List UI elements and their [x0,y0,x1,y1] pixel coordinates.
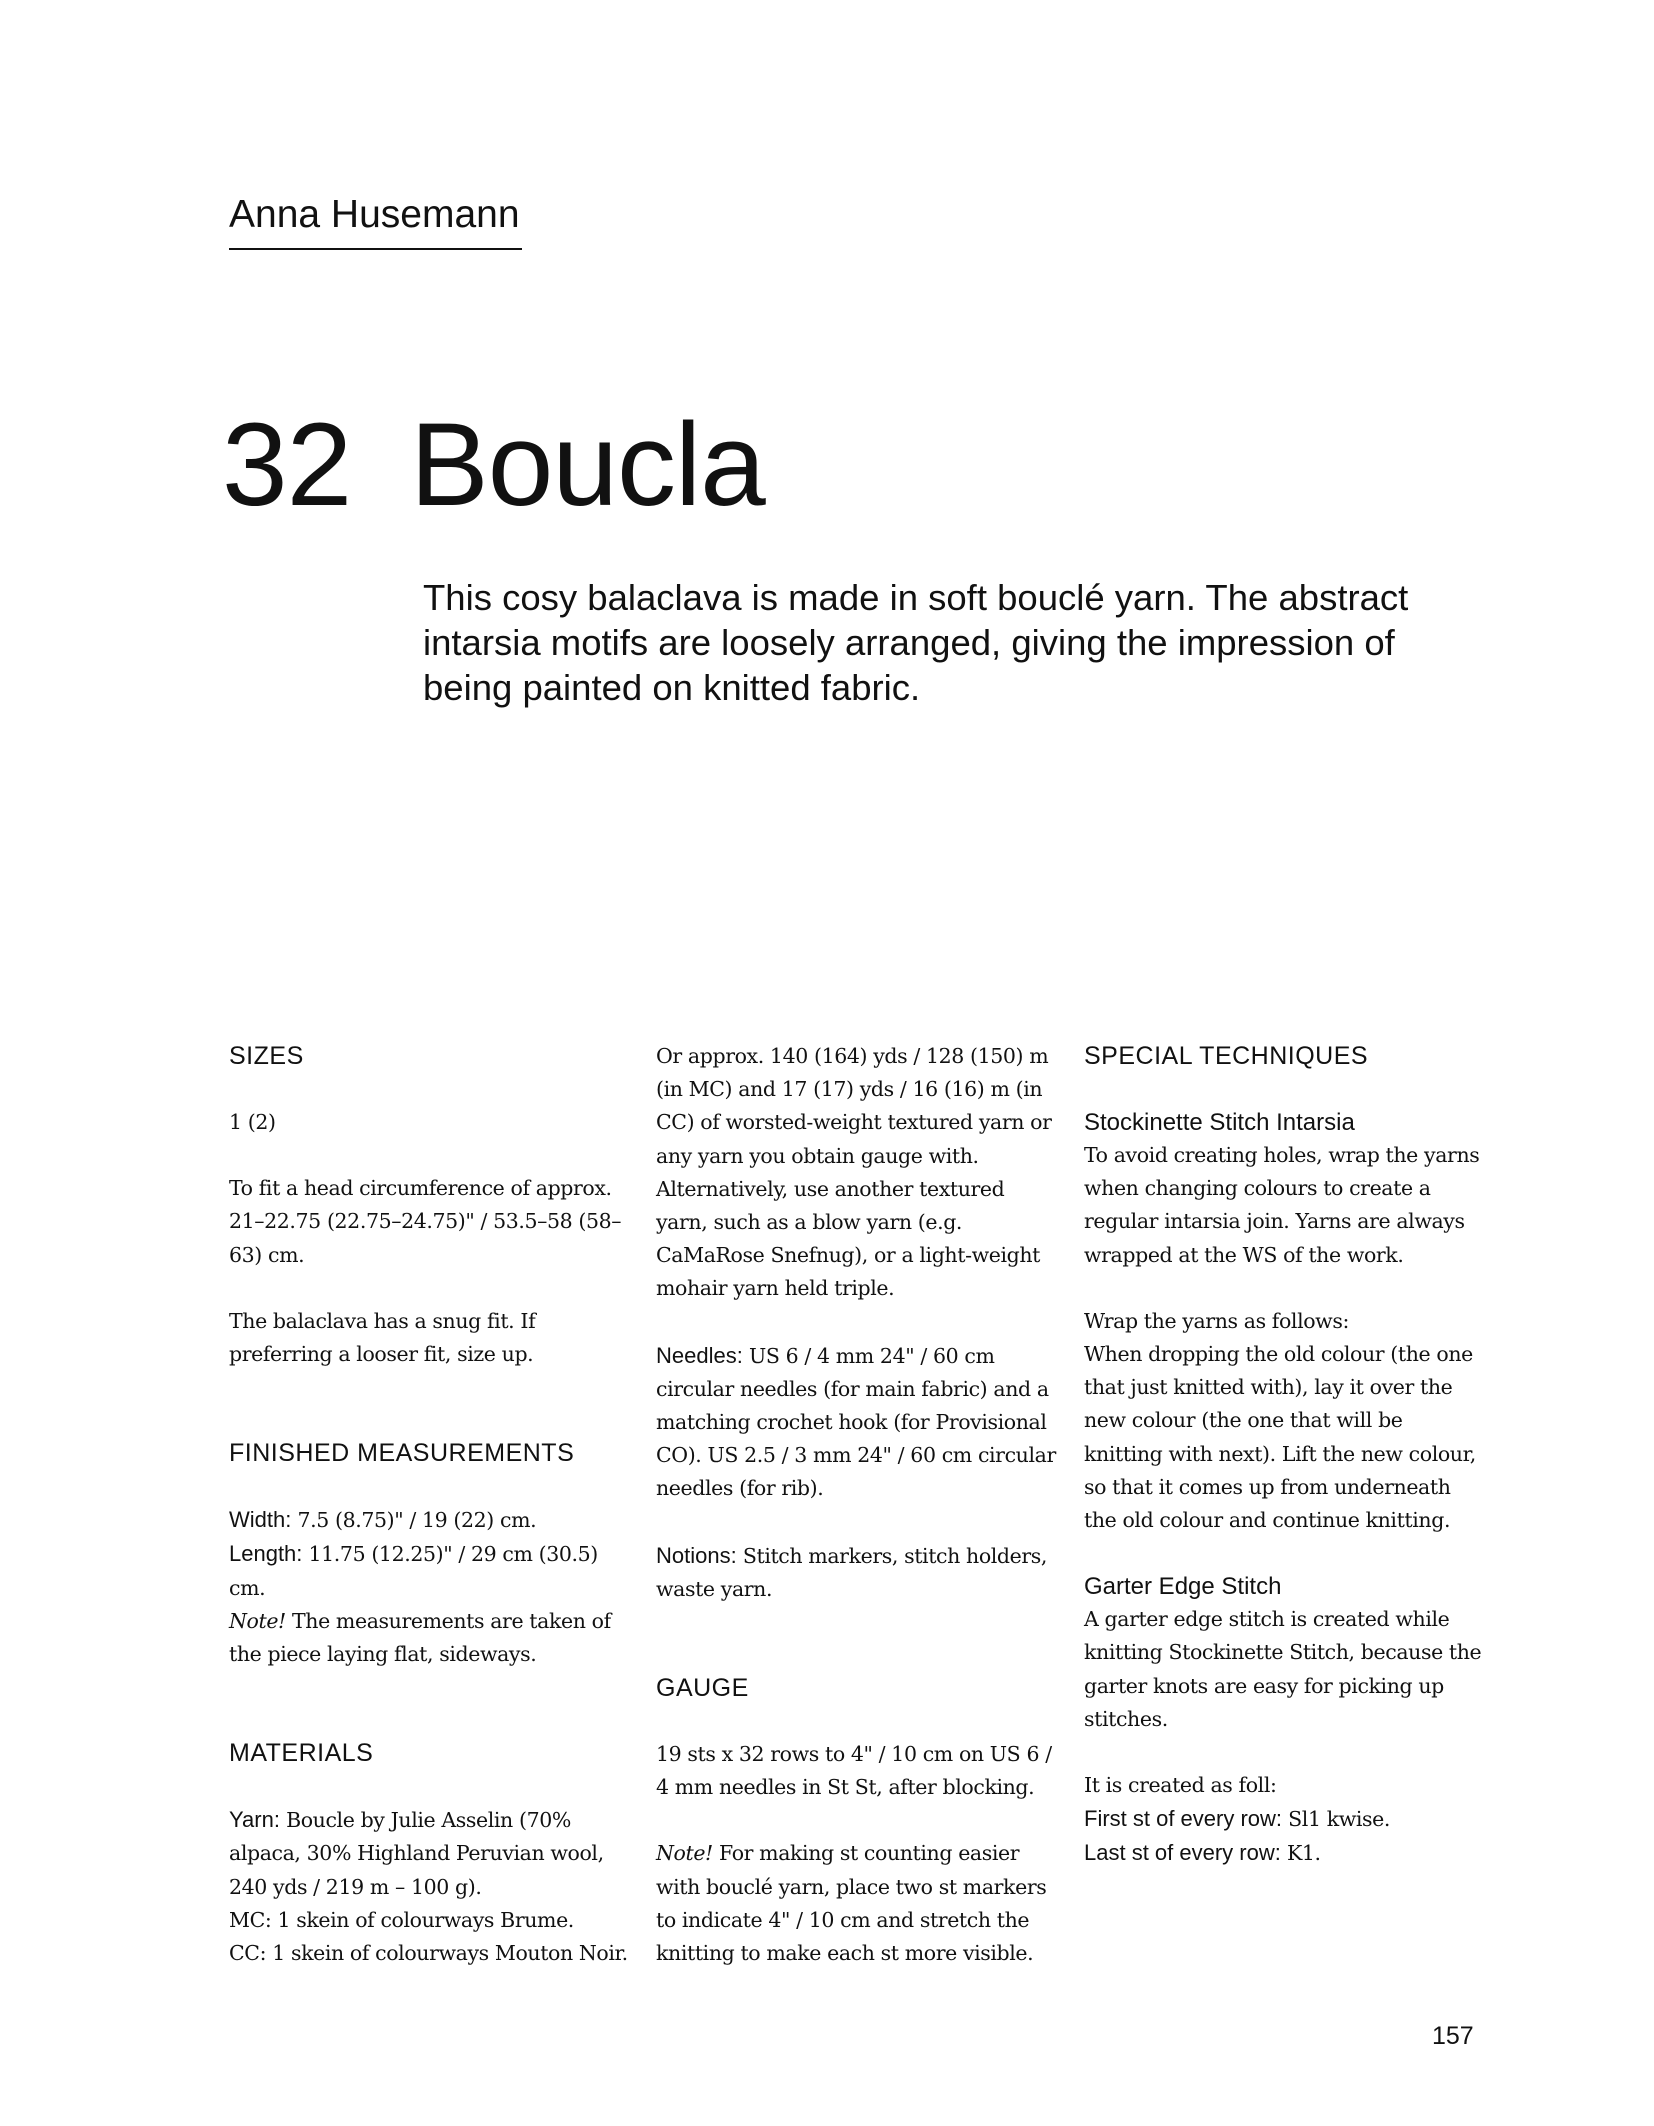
first-st-row [1084,1802,1484,1836]
created-as: It is created as foll: [1084,1773,1277,1798]
wrap-text: When dropping the old colour (the one that just knitted with), lay it over the new colour (the one that will be knitting with next). Lift the new colour, so that it comes up from underneath the old colour and continue knitting. [1084,1342,1476,1533]
gauge-note-label: Note! [656,1841,713,1866]
garter-subheading: Garter Edge Stitch [1084,1573,1282,1601]
materials-needles [656,1339,1061,1506]
sizes-fit-circumference: To fit a head circumference of approx. 21–22.75 (22.75–24.75)" / 53.5–58 (58–63) cm. [229,1176,622,1267]
length-label: Length: [229,1541,303,1567]
first-st-value: Sl1 kwise. [1282,1807,1391,1832]
measurement-width [229,1503,634,1537]
yarn-text: Boucle by Julie Asselin (70% alpaca, 30% Highland Peruvian wool, 240 yds / 219 m – 100 g). [229,1808,604,1899]
intarsia-text: To avoid creating holes, wrap the yarns when changing colours to create a regular intarsia join. Yarns are always wrapped at the WS of the work. [1084,1143,1480,1267]
materials-cc: CC: 1 skein of colourways Mouton Noir. [229,1941,628,1966]
measurement-length [229,1537,634,1604]
garter-text: A garter edge stitch is created while knitting Stockinette Stitch, because the garter knots are easy for picking up stitches. [1084,1607,1482,1731]
materials-mc: MC: 1 skein of colourways Brume. [229,1907,574,1932]
note-text: The measurements are taken of the piece laying flat, sideways. [229,1608,611,1667]
note-label: Note! [229,1608,286,1633]
materials-alternative: Or approx. 140 (164) yds / 128 (150) m (in MC) and 17 (17) yds / 16 (16) m (in CC) of worsted-weight textured yarn or any yarn you obtain gauge with. Alternatively, use another textured yarn, such as a blow yarn (e.g. CaMaRose Snefnug), or a light-weight mohair yarn held triple. [656,1044,1052,1301]
gauge-text: 19 sts x 32 rows to 4" / 10 cm on US 6 / 4 mm needles in St St, after blocking. [656,1742,1052,1800]
notions-label: Notions: [656,1542,737,1568]
sizes-fit-note: The balaclava has a snug fit. If preferring a looser fit, size up. [229,1308,536,1367]
column-middle [656,1040,1061,1970]
first-st-label: First st of every row: [1084,1806,1283,1832]
wrap-intro: Wrap the yarns as follows: [1084,1308,1349,1333]
materials-heading: MATERIALS [229,1739,374,1768]
measurement-note [229,1605,634,1671]
gauge-heading: GAUGE [656,1674,749,1703]
author-name: Anna Husemann [229,190,522,250]
yarn-label: Yarn: [229,1807,280,1833]
width-label: Width: [229,1507,292,1533]
finished-measurements-heading: FINISHED MEASUREMENTS [229,1439,575,1468]
last-st-value: K1. [1280,1841,1321,1866]
pattern-title [222,395,765,535]
gauge-note-text: For making st counting easier with bouclé yarn, place two st markers to indicate 4" / 10 cm and stretch the knitting to make each st more visible. [656,1841,1047,1966]
length-value: 11.75 (12.25)" / 29 cm (30.5) cm. [229,1542,598,1600]
pattern-intro: This cosy balaclava is made in soft bouclé yarn. The abstract intarsia motifs are loosely arranged, giving the impression of being painted on knitted fabric. [423,577,1409,708]
column-left [229,1040,634,1970]
sizes-heading: SIZES [229,1042,304,1070]
pattern-name: Boucla [410,399,765,531]
width-value: 7.5 (8.75)" / 19 (22) cm. [291,1508,537,1533]
page-number: 157 [1432,2022,1474,2050]
gauge-note [656,1837,1061,1970]
notions-text: Stitch markers, stitch holders, waste yarn. [656,1543,1048,1601]
materials-yarn [229,1803,634,1904]
materials-notions [656,1539,1061,1606]
pattern-number: 32 [222,399,352,531]
special-techniques-heading: SPECIAL TECHNIQUES [1084,1042,1369,1070]
column-right [1084,1040,1484,1871]
last-st-label: Last st of every row: [1084,1840,1281,1866]
needles-text: US 6 / 4 mm 24" / 60 cm circular needles (for main fabric) and a matching crochet hook (for Provisional CO). US 2.5 / 3 mm 24" / 60 cm circular needles (for rib). [656,1343,1056,1501]
last-st-row [1084,1836,1484,1870]
intarsia-subheading: Stockinette Stitch Intarsia [1084,1109,1355,1136]
sizes-values: 1 (2) [229,1110,276,1134]
needles-label: Needles: [656,1342,743,1368]
